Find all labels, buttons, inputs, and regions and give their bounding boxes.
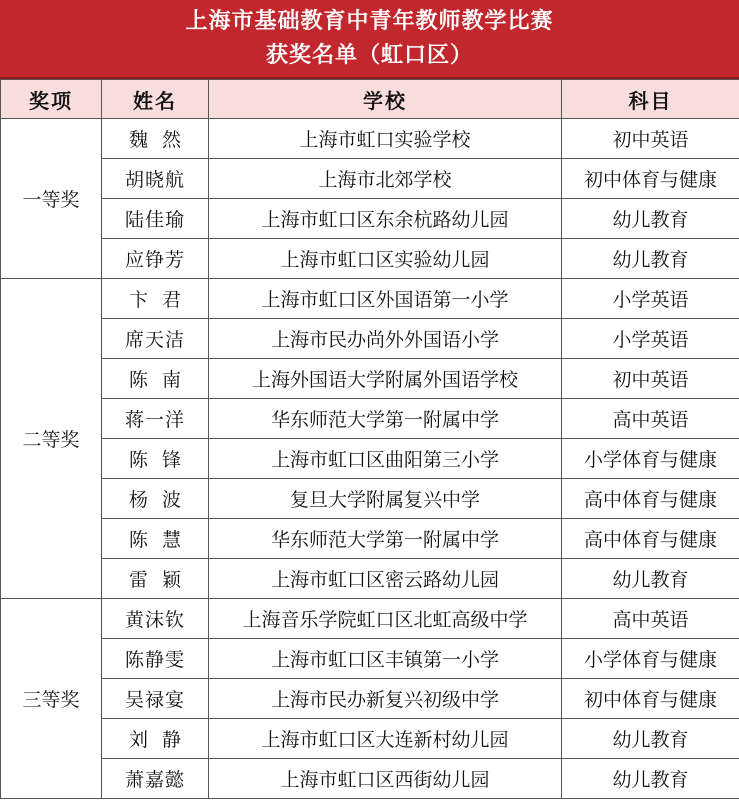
table-row bbox=[1, 639, 739, 679]
winner-name-cell bbox=[102, 159, 209, 199]
winner-name-cell bbox=[102, 639, 209, 679]
school-cell: 上海市虹口区丰镇第一小学 bbox=[209, 639, 562, 679]
awards-table bbox=[0, 79, 739, 799]
subject-cell: 高中体育与健康 bbox=[562, 479, 739, 519]
school-cell: 上海市虹口区密云路幼儿园 bbox=[209, 559, 562, 599]
table-row bbox=[1, 519, 739, 559]
school-cell: 上海市民办新复兴初级中学 bbox=[209, 679, 562, 719]
winner-name-cell bbox=[102, 559, 209, 599]
header-school: 学校 bbox=[209, 80, 562, 119]
table-row bbox=[1, 159, 739, 199]
winner-name: 刘静 bbox=[128, 729, 195, 751]
school-cell: 上海市北郊学校 bbox=[209, 159, 562, 199]
table-row bbox=[1, 679, 739, 719]
subject-cell: 幼儿教育 bbox=[562, 759, 739, 799]
table-row bbox=[1, 279, 739, 319]
school-cell: 上海音乐学院虹口区北虹高级中学 bbox=[209, 599, 562, 639]
winner-name-cell bbox=[102, 599, 209, 639]
winner-name: 萧嘉懿 bbox=[124, 769, 185, 791]
winner-name: 陈静雯 bbox=[124, 649, 185, 671]
winner-name: 席天洁 bbox=[124, 329, 185, 351]
table-row bbox=[1, 439, 739, 479]
table-row bbox=[1, 199, 739, 239]
table-row bbox=[1, 719, 739, 759]
subject-cell: 幼儿教育 bbox=[562, 719, 739, 759]
school-cell: 复旦大学附属复兴中学 bbox=[209, 479, 562, 519]
subject-cell: 高中英语 bbox=[562, 399, 739, 439]
award-level-cell: 二等奖 bbox=[1, 279, 102, 599]
subject-cell: 幼儿教育 bbox=[562, 239, 739, 279]
winner-name-cell bbox=[102, 519, 209, 559]
winner-name-cell bbox=[102, 479, 209, 519]
winner-name: 陆佳瑜 bbox=[124, 209, 185, 231]
school-cell: 上海市虹口区曲阳第三小学 bbox=[209, 439, 562, 479]
school-cell: 华东师范大学第一附属中学 bbox=[209, 519, 562, 559]
table-row bbox=[1, 119, 739, 159]
school-cell: 上海市虹口区实验幼儿园 bbox=[209, 239, 562, 279]
subject-cell: 初中英语 bbox=[562, 119, 739, 159]
winner-name: 杨波 bbox=[128, 489, 195, 511]
winner-name: 雷颖 bbox=[128, 569, 195, 591]
subject-cell: 小学体育与健康 bbox=[562, 639, 739, 679]
subject-cell: 初中体育与健康 bbox=[562, 679, 739, 719]
winner-name: 魏然 bbox=[128, 129, 195, 151]
school-cell: 上海市虹口区西街幼儿园 bbox=[209, 759, 562, 799]
winner-name: 陈锋 bbox=[128, 449, 195, 471]
winner-name: 卞君 bbox=[128, 289, 195, 311]
winner-name-cell bbox=[102, 119, 209, 159]
title-banner bbox=[0, 0, 739, 79]
school-cell: 上海市虹口区东余杭路幼儿园 bbox=[209, 199, 562, 239]
table-row bbox=[1, 399, 739, 439]
table-row bbox=[1, 319, 739, 359]
winner-name: 胡晓航 bbox=[124, 169, 185, 191]
table-row bbox=[1, 599, 739, 639]
table-row bbox=[1, 479, 739, 519]
winner-name-cell bbox=[102, 399, 209, 439]
title-subtitle: 获奖名单（虹口区） bbox=[265, 43, 473, 68]
winner-name: 吴禄宴 bbox=[124, 689, 185, 711]
subject-cell: 幼儿教育 bbox=[562, 199, 739, 239]
winner-name: 陈慧 bbox=[128, 529, 195, 551]
school-cell: 上海市民办尚外外国语小学 bbox=[209, 319, 562, 359]
table-row bbox=[1, 359, 739, 399]
school-cell: 华东师范大学第一附属中学 bbox=[209, 399, 562, 439]
winner-name-cell bbox=[102, 239, 209, 279]
subject-cell: 幼儿教育 bbox=[562, 559, 739, 599]
subject-cell: 小学英语 bbox=[562, 279, 739, 319]
winner-name: 应铮芳 bbox=[124, 249, 185, 271]
subject-cell: 小学英语 bbox=[562, 319, 739, 359]
table-row bbox=[1, 239, 739, 279]
subject-cell: 初中英语 bbox=[562, 359, 739, 399]
winner-name-cell bbox=[102, 759, 209, 799]
winner-name: 陈南 bbox=[128, 369, 195, 391]
winner-name-cell bbox=[102, 439, 209, 479]
header-award: 奖项 bbox=[1, 80, 102, 119]
award-level-cell: 三等奖 bbox=[1, 599, 102, 799]
school-cell: 上海外国语大学附属外国语学校 bbox=[209, 359, 562, 399]
winner-name-cell bbox=[102, 719, 209, 759]
winner-name-cell bbox=[102, 679, 209, 719]
winner-name-cell bbox=[102, 319, 209, 359]
subject-cell: 初中体育与健康 bbox=[562, 159, 739, 199]
winner-name: 蒋一洋 bbox=[124, 409, 185, 431]
winner-name-cell bbox=[102, 359, 209, 399]
header-name: 姓名 bbox=[102, 80, 209, 119]
table-row bbox=[1, 759, 739, 799]
subject-cell: 高中体育与健康 bbox=[562, 519, 739, 559]
winner-name-cell bbox=[102, 199, 209, 239]
school-cell: 上海市虹口区外国语第一小学 bbox=[209, 279, 562, 319]
title-main: 上海市基础教育中青年教师教学比赛 bbox=[185, 9, 554, 34]
subject-cell: 小学体育与健康 bbox=[562, 439, 739, 479]
award-level-cell: 一等奖 bbox=[1, 119, 102, 279]
table-body bbox=[1, 119, 739, 799]
subject-cell: 高中英语 bbox=[562, 599, 739, 639]
school-cell: 上海市虹口区大连新村幼儿园 bbox=[209, 719, 562, 759]
table-row bbox=[1, 559, 739, 599]
winner-name: 黄沫钦 bbox=[124, 609, 185, 631]
winner-name-cell bbox=[102, 279, 209, 319]
school-cell: 上海市虹口实验学校 bbox=[209, 119, 562, 159]
table-header-row bbox=[1, 80, 739, 119]
header-subject: 科目 bbox=[562, 80, 739, 119]
